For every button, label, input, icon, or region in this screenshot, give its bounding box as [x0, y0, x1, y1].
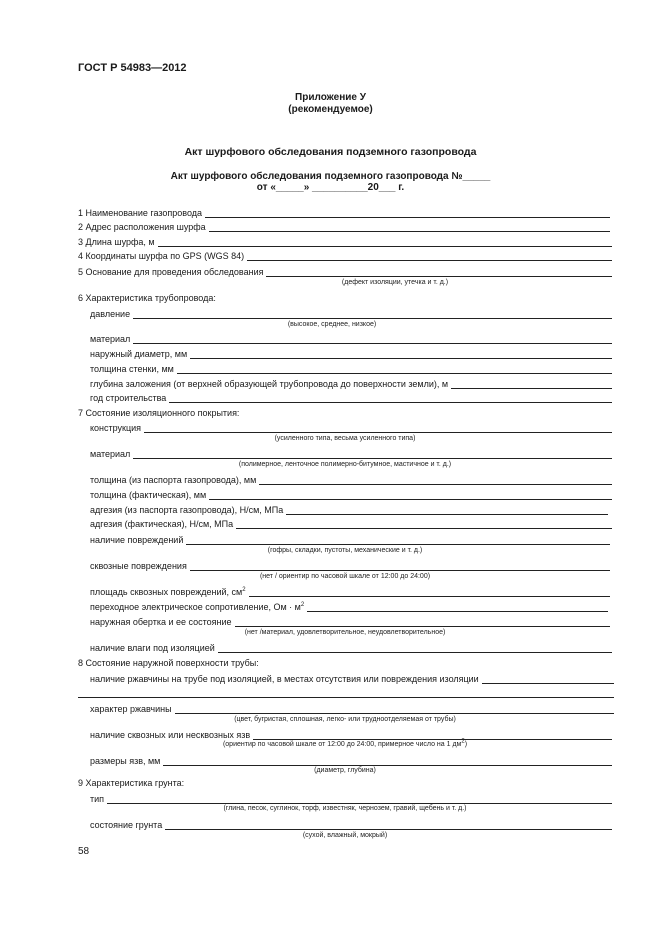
input-line[interactable] [451, 379, 612, 389]
field-label: 1 Наименование газопровода [78, 208, 203, 218]
field-damage-area [90, 585, 610, 597]
field-label: конструкция [90, 423, 142, 433]
field-label: наружная обертка и ее состояние [90, 617, 232, 627]
input-line[interactable] [247, 251, 612, 261]
input-line[interactable] [190, 349, 612, 359]
field-label: наличие влаги под изоляцией [90, 643, 215, 653]
input-line-continuation[interactable] [78, 697, 614, 698]
hint-rust-character: (цвет, бугристая, сплошная, легко- или трудноотделяемая от трубы) [234, 716, 456, 723]
field-pit-size [90, 754, 612, 766]
input-line[interactable] [177, 364, 612, 374]
field-label: наружный диаметр, мм [90, 349, 188, 359]
field-label: 4 Координаты шурфа по GPS (WGS 84) [78, 251, 245, 261]
input-line[interactable] [107, 794, 612, 804]
appendix-type: (рекомендуемое) [288, 104, 373, 115]
input-line[interactable] [190, 561, 610, 571]
hint-pit-size: (диаметр, глубина) [314, 767, 376, 774]
field-transition-resistance [90, 600, 608, 612]
input-line[interactable] [482, 674, 614, 684]
field-label: давление [90, 309, 131, 319]
field-through-damage [90, 559, 610, 571]
input-line[interactable] [133, 309, 612, 319]
field-pits [90, 728, 612, 740]
input-line[interactable] [165, 820, 612, 830]
field-adhesion-actual [90, 517, 612, 529]
field-label: материал [90, 334, 131, 344]
input-line[interactable] [307, 602, 608, 612]
hint-outer-wrap: (нет /материал, удовлетворительное, неудовлетворительное) [244, 629, 446, 636]
field-outer-wrap [90, 615, 610, 627]
section-insulation-state [78, 406, 612, 418]
field-label: адгезия (из паспорта газопровода), Н/см, МПа [90, 505, 284, 515]
hint-pressure: (высокое, среднее, низкое) [287, 321, 377, 328]
input-line[interactable] [144, 423, 612, 433]
input-line[interactable] [236, 519, 612, 529]
field-wall-thickness [90, 362, 612, 374]
field-rust-presence [90, 672, 614, 684]
field-label: толщина (фактическая), мм [90, 490, 207, 500]
input-line[interactable] [163, 756, 612, 766]
field-insulation-construction [90, 421, 612, 433]
field-moisture [90, 641, 612, 653]
hint-soil-type: (глина, песок, суглинок, торф, известняк, чернозем, гравий, щебень и т. д.) [223, 805, 467, 812]
field-rust-character [90, 702, 614, 714]
page-number: 58 [78, 846, 90, 857]
appendix-label: Приложение У [295, 92, 366, 103]
field-label: наличие ржавчины на трубе под изоляцией, в местах отсутствия или повреждения изоляции [90, 674, 479, 684]
field-label: 5 Основание для проведения обследования [78, 267, 264, 277]
field-label: тип [90, 794, 105, 804]
input-line[interactable] [169, 393, 612, 403]
field-pit-address [78, 220, 610, 232]
field-label: состояние грунта [90, 820, 163, 830]
field-thickness-actual [90, 488, 612, 500]
document-code: ГОСТ Р 54983—2012 [78, 62, 187, 74]
field-gps-coordinates [78, 249, 612, 261]
act-date-line: от «_____» __________20___ г. [256, 182, 405, 193]
field-label: наличие повреждений [90, 535, 184, 545]
field-label: характер ржавчины [90, 704, 172, 714]
field-damage-presence [90, 533, 610, 545]
field-pressure [90, 307, 612, 319]
field-label: размеры язв, мм [90, 756, 161, 766]
field-burial-depth [90, 377, 612, 389]
hint-pits: (ориентир по часовой шкале от 12:00 до 24:00, примерное число на 1 $дм^2$) [222, 738, 468, 748]
hint-through-damage: (нет / ориентир по часовой шкале от 12:00 до 24:00) [259, 573, 431, 580]
input-line[interactable] [253, 730, 612, 740]
field-label: 2 Адрес расположения шурфа [78, 222, 206, 232]
field-label: адгезия (фактическая), Н/см, МПа [90, 519, 234, 529]
field-inspection-reason [78, 265, 612, 277]
input-line[interactable] [218, 643, 612, 653]
field-outer-diameter [90, 347, 612, 359]
input-line[interactable] [266, 267, 612, 277]
section-heading: 9 Характеристика грунта: [78, 778, 185, 788]
field-label: площадь сквозных повреждений, $см^2$ [90, 587, 246, 597]
field-insulation-material [90, 447, 612, 459]
input-line[interactable] [249, 587, 610, 597]
section-pipe-surface [78, 656, 612, 668]
input-line[interactable] [209, 490, 612, 500]
field-thickness-passport [90, 473, 612, 485]
field-label: толщина стенки, мм [90, 364, 174, 374]
input-line[interactable] [175, 704, 614, 714]
input-line[interactable] [235, 617, 610, 627]
page-title: Акт шурфового обследования подземного газопровода [184, 146, 477, 158]
section-soil-characteristics [78, 776, 612, 788]
section-heading: 8 Состояние наружной поверхности трубы: [78, 658, 259, 668]
hint-soil-state: (сухой, влажный, мокрый) [302, 832, 388, 839]
field-label: толщина (из паспорта газопровода), мм [90, 475, 257, 485]
field-pipeline-name [78, 206, 610, 218]
field-label: год строительства [90, 393, 167, 403]
hint-insulation-construction: (усиленного типа, весьма усиленного типа) [274, 435, 416, 442]
section-heading: 6 Характеристика трубопровода: [78, 293, 216, 303]
input-line[interactable] [286, 505, 608, 515]
field-label: глубина заложения (от верхней образующей трубопровода до поверхности земли), м [90, 379, 449, 389]
field-label: материал [90, 449, 131, 459]
field-label: наличие сквозных или несквозных язв [90, 730, 251, 740]
section-pipeline-characteristics [78, 291, 612, 303]
input-line[interactable] [133, 449, 612, 459]
field-label: переходное электрическое сопротивление, Ом · $м^2$ [90, 602, 305, 612]
field-construction-year [90, 391, 612, 403]
hint-damage-presence: (гофры, складки, пустоты, механические и т. д.) [267, 547, 423, 554]
input-line[interactable] [209, 222, 610, 232]
act-number-line: Акт шурфового обследования подземного газопровода №_____ [170, 171, 491, 182]
field-soil-state [90, 818, 612, 830]
field-label: сквозные повреждения [90, 561, 187, 571]
section-heading: 7 Состояние изоляционного покрытия: [78, 408, 240, 418]
hint-insulation-material: (полимерное, ленточное полимерно-битумное, мастичное и т. д.) [238, 461, 452, 468]
input-line[interactable] [259, 475, 612, 485]
field-pipe-material [90, 332, 612, 344]
field-label: 3 Длина шурфа, м [78, 237, 155, 247]
input-line[interactable] [186, 535, 610, 545]
field-pit-length [78, 235, 612, 247]
input-line[interactable] [158, 237, 612, 247]
input-line[interactable] [205, 208, 610, 218]
input-line[interactable] [133, 334, 612, 344]
field-adhesion-passport [90, 503, 608, 515]
hint-inspection-reason: (дефект изоляции, утечка и т. д.) [341, 279, 449, 286]
field-soil-type [90, 792, 612, 804]
